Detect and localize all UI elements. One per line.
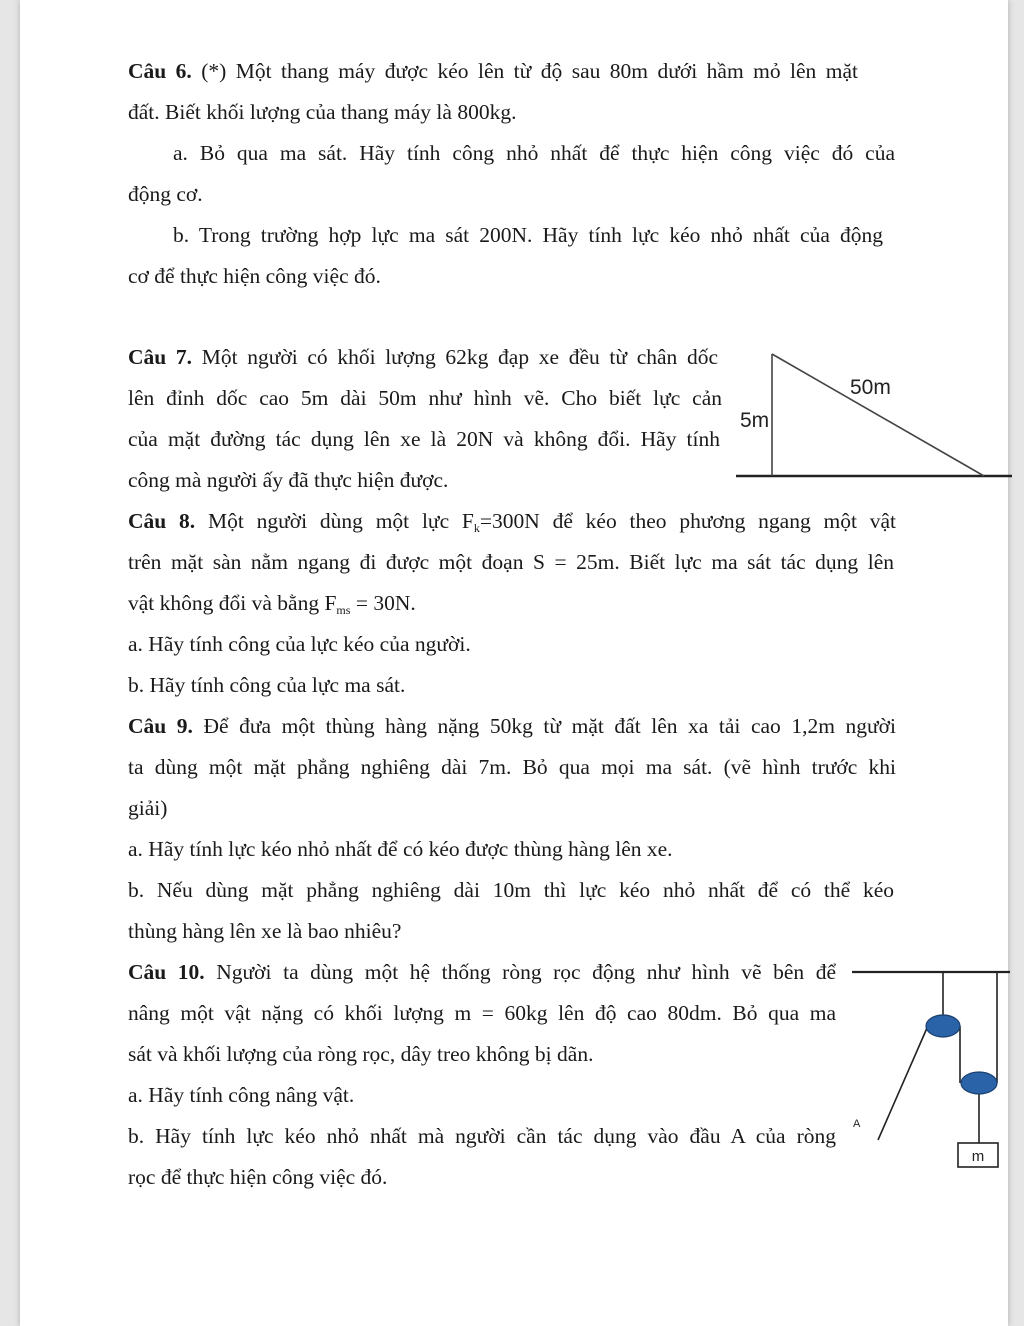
q8-line3: vật không đổi và bằng $F_{ms} = 30N$. (128, 591, 416, 617)
q6-number: Câu 6. (128, 59, 192, 83)
q7-line1: Câu 7. Một người có khối lượng 62kg đạp xe đều từ chân dốc (128, 345, 719, 369)
q7-number: Câu 7. (128, 345, 193, 369)
q8-line2: trên mặt sàn nằm ngang đi được một đoạn S = 25m. Biết lực ma sát tác dụng lên (128, 550, 894, 574)
q7-line4: công mà người ấy đã thực hiện được. (128, 468, 449, 492)
q6-part-a-line1: a. Bỏ qua ma sát. Hãy tính công nhỏ nhất để thực hiện công việc đó của (173, 141, 895, 165)
q6-part-b-line1: b. Trong trường hợp lực ma sát 200N. Hãy tính lực kéo nhỏ nhất của động (173, 223, 883, 247)
q10-line1: Câu 10. Người ta dùng một hệ thống ròng rọc động như hình vẽ bên để (128, 960, 837, 984)
q10-pull-rope (878, 1028, 927, 1140)
q10-part-a: a. Hãy tính công nâng vật. (128, 1083, 355, 1107)
q10-mass-label: m (971, 1148, 985, 1165)
q6-line1: Câu 6. (*) Một thang máy được kéo lên từ độ sau 80m dưới hầm mỏ lên mặt (128, 59, 858, 83)
q8-line1: Câu 8. Một người dùng một lực $F_k=300N$ để kéo theo phương ngang một vật (128, 509, 897, 535)
q9-line3: giải) (128, 796, 168, 820)
q9-part-b-line1: b. Nếu dùng mặt phẳng nghiêng dài 10m thì lực kéo nhỏ nhất để có thể kéo (128, 878, 894, 902)
q9-part-a: a. Hãy tính lực kéo nhỏ nhất để có kéo được thùng hàng lên xe. (128, 837, 673, 861)
q7-line2: lên đỉnh dốc cao 5m dài 50m như hình vẽ. Cho biết lực cản (128, 386, 722, 410)
q10-fixed-pulley (926, 1015, 960, 1037)
q8-part-a: a. Hãy tính công của lực kéo của người. (128, 632, 471, 656)
q7-slope-side (772, 354, 984, 476)
q7-length-label: 50m (850, 376, 891, 399)
q10-line2: nâng một vật nặng có khối lượng m = 60kg lên độ cao 80dm. Bỏ qua ma (128, 1001, 836, 1025)
q10-pulley-figure (840, 960, 1016, 1175)
q10-movable-pulley (961, 1072, 997, 1094)
q9-line1: Câu 9. Để đưa một thùng hàng nặng 50kg từ mặt đất lên xa tải cao 1,2m người (128, 714, 896, 738)
q10-number: Câu 10. (128, 960, 205, 984)
q8-number: Câu 8. (128, 509, 196, 533)
q10-part-b-line2: rọc để thực hiện công việc đó. (128, 1165, 388, 1189)
q7-height-label: 5m (740, 409, 770, 432)
q10-line3: sát và khối lượng của ròng rọc, dây treo không bị dãn. (128, 1042, 594, 1066)
q9-line2: ta dùng một mặt phẳng nghiêng dài 7m. Bỏ qua mọi ma sát. (vẽ hình trước khi (128, 755, 896, 779)
q7-line3: của mặt đường tác dụng lên xe là 20N và không đổi. Hãy tính (128, 427, 720, 451)
q9-number: Câu 9. (128, 714, 193, 738)
q7-slope-figure (732, 340, 1016, 485)
q8-part-b: b. Hãy tính công của lực ma sát. (128, 673, 406, 697)
q10-part-b-line1: b. Hãy tính lực kéo nhỏ nhất mà người cần tác dụng vào đầu A của ròng (128, 1124, 836, 1148)
q6-line2: đất. Biết khối lượng của thang máy là 800kg. (128, 100, 517, 124)
q6-part-b-line2: cơ để thực hiện công việc đó. (128, 264, 381, 288)
q9-part-b-line2: thùng hàng lên xe là bao nhiêu? (128, 919, 402, 943)
q10-end-a-label: A (853, 1118, 861, 1130)
q6-part-a-line2: động cơ. (128, 182, 203, 206)
